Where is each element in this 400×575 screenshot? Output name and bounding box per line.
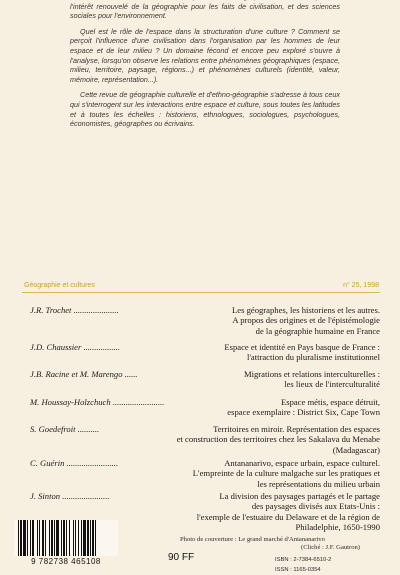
barcode-bar	[23, 520, 26, 556]
toc-author: J.D. Chaussier	[30, 342, 82, 352]
barcode-bar	[66, 520, 67, 556]
barcode-bar	[56, 520, 59, 556]
barcode-bar	[37, 520, 38, 556]
issn-text: ISSN : 1165-0354	[275, 567, 321, 573]
toc-title-line: Les géographes, les historiens et les autres.	[232, 305, 380, 315]
cover-photo-caption-text: Photo de couverture : Le grand marché d'Antananarivo	[180, 536, 325, 543]
barcode-bar	[92, 520, 94, 556]
toc-title-line: La division des paysages partagés et le partage	[219, 491, 380, 501]
barcode-bar	[49, 520, 50, 556]
toc-title-line: L'empreinte de la culture malgache sur les pratiques et	[192, 468, 380, 479]
barcode-bar	[45, 520, 46, 556]
barcode-bar	[78, 520, 79, 556]
toc-title-line: Antananarivo, espace urbain, espace culturel.	[224, 458, 380, 468]
barcode-bar	[87, 520, 89, 556]
toc-title-line: les représentations du milieu urbain	[257, 478, 380, 489]
toc-title-line: l'attraction du pluralisme institutionnel	[246, 352, 380, 363]
toc-title-line: (Madagascar)	[332, 444, 380, 455]
barcode-bar	[90, 520, 91, 556]
toc-leader: .................	[81, 342, 120, 352]
barcode-bar	[73, 520, 74, 556]
toc-leader: .....................	[71, 305, 119, 315]
barcode-bar	[81, 520, 82, 556]
barcode-bar	[42, 520, 44, 556]
cover-photo-credit: (Cliché : J.F. Gautron)	[301, 544, 360, 552]
intro-paragraph-2: Quel est le rôle de l'espace dans la structuration d'une culture ? Comment se perçoit l'influence d'une civilisation dans l'organisation par les hommes de leur espace et de leur milieu ? Un domaine fécond et encore peu exploré s'ouvre à l'analyse, lorsqu'on observe les relations entre phénomènes géographiques (espace, milieu, territoire, paysage, régions...) et phénomènes culturels (identité, valeur, mémoire, représentation...).	[70, 26, 340, 84]
toc-title-line: Territoires en miroir. Représentation des espaces	[213, 424, 380, 434]
toc-author: J. Sinton	[30, 491, 61, 501]
barcode-bar	[61, 520, 62, 556]
toc-title-line: et construction des territoires chez les Sakalava du Menabe	[176, 434, 380, 445]
toc-leader: ........................	[110, 397, 165, 407]
toc-title-line: de la géographie humaine en France	[255, 325, 380, 336]
toc-title-line: les lieux de l'interculturalité	[284, 379, 380, 390]
toc-leader: ......................	[60, 491, 110, 501]
toc-leader: ......	[122, 369, 138, 379]
toc-title-line: des paysages divisés aux Etats-Unis :	[251, 501, 380, 512]
intro-paragraph-1: l'intérêt renouvelé de la géographie pour les faits de civilisation, et des sciences sociales pour l'environnement.	[70, 1, 340, 21]
intro-paragraph-3: Cette revue de géographie culturelle et d'ethno-géographie s'adresse à tous ceux qui s'interrogent sur les interactions entre espace et culture, sous toutes les latitudes et à toutes les échelles : historiens, ethnologues, sociologues, psychologues, économistes, géographes ou écrivains.	[70, 90, 340, 129]
toc-title-line: Espace et identité en Pays basque de France :	[224, 342, 380, 352]
toc-leader: ........................	[64, 458, 119, 468]
journal-title: Géographie et cultures	[24, 282, 95, 289]
toc-title-line: Espace métis, espace détruit,	[280, 397, 380, 407]
toc-author: M. Houssay-Holzchuch	[30, 397, 111, 407]
barcode-bar	[20, 520, 22, 556]
journal-issue: n° 25, 1998	[343, 282, 379, 289]
barcode-bar	[63, 520, 65, 556]
toc-title-line: Migrations et relations interculturelles :	[243, 369, 380, 379]
barcode-bar	[69, 520, 70, 556]
toc-author: S. Goedefroit	[30, 424, 76, 434]
barcode-bar	[54, 520, 55, 556]
cover-photo-caption	[180, 536, 380, 553]
barcode-bar	[75, 520, 76, 556]
barcode-bar	[18, 520, 19, 556]
toc-title-line: espace exemplaire : District Six, Cape Town	[227, 407, 380, 418]
barcode-bar	[51, 520, 53, 556]
price: 90 FF	[168, 552, 195, 563]
barcode-bar	[95, 520, 96, 556]
toc-title-line: Philadelphie, 1650-1990	[295, 522, 380, 533]
toc-leader: ..........	[75, 424, 100, 434]
identifiers	[275, 555, 331, 575]
toc-author: J.R. Trochet	[30, 305, 72, 315]
barcode-bar	[27, 520, 28, 556]
barcode-number: 9 782738 465108	[31, 557, 101, 566]
barcode-bars	[14, 520, 118, 556]
isbn-text: ISBN : 2-7384-6510-2	[275, 557, 332, 563]
barcode-bar	[83, 520, 86, 556]
barcode-bar	[32, 520, 34, 556]
toc-title-line: A propos des origines et de l'épistémologie	[232, 315, 380, 326]
barcode-bar	[39, 520, 40, 556]
toc-title-line: l'exemple de l'estuaire du Delaware et de la région de	[196, 511, 380, 522]
barcode-bar	[30, 520, 31, 556]
barcode	[14, 520, 118, 556]
toc-author: C. Guérin	[30, 458, 65, 468]
toc-author: J.B. Racine et M. Marengo	[30, 369, 123, 379]
